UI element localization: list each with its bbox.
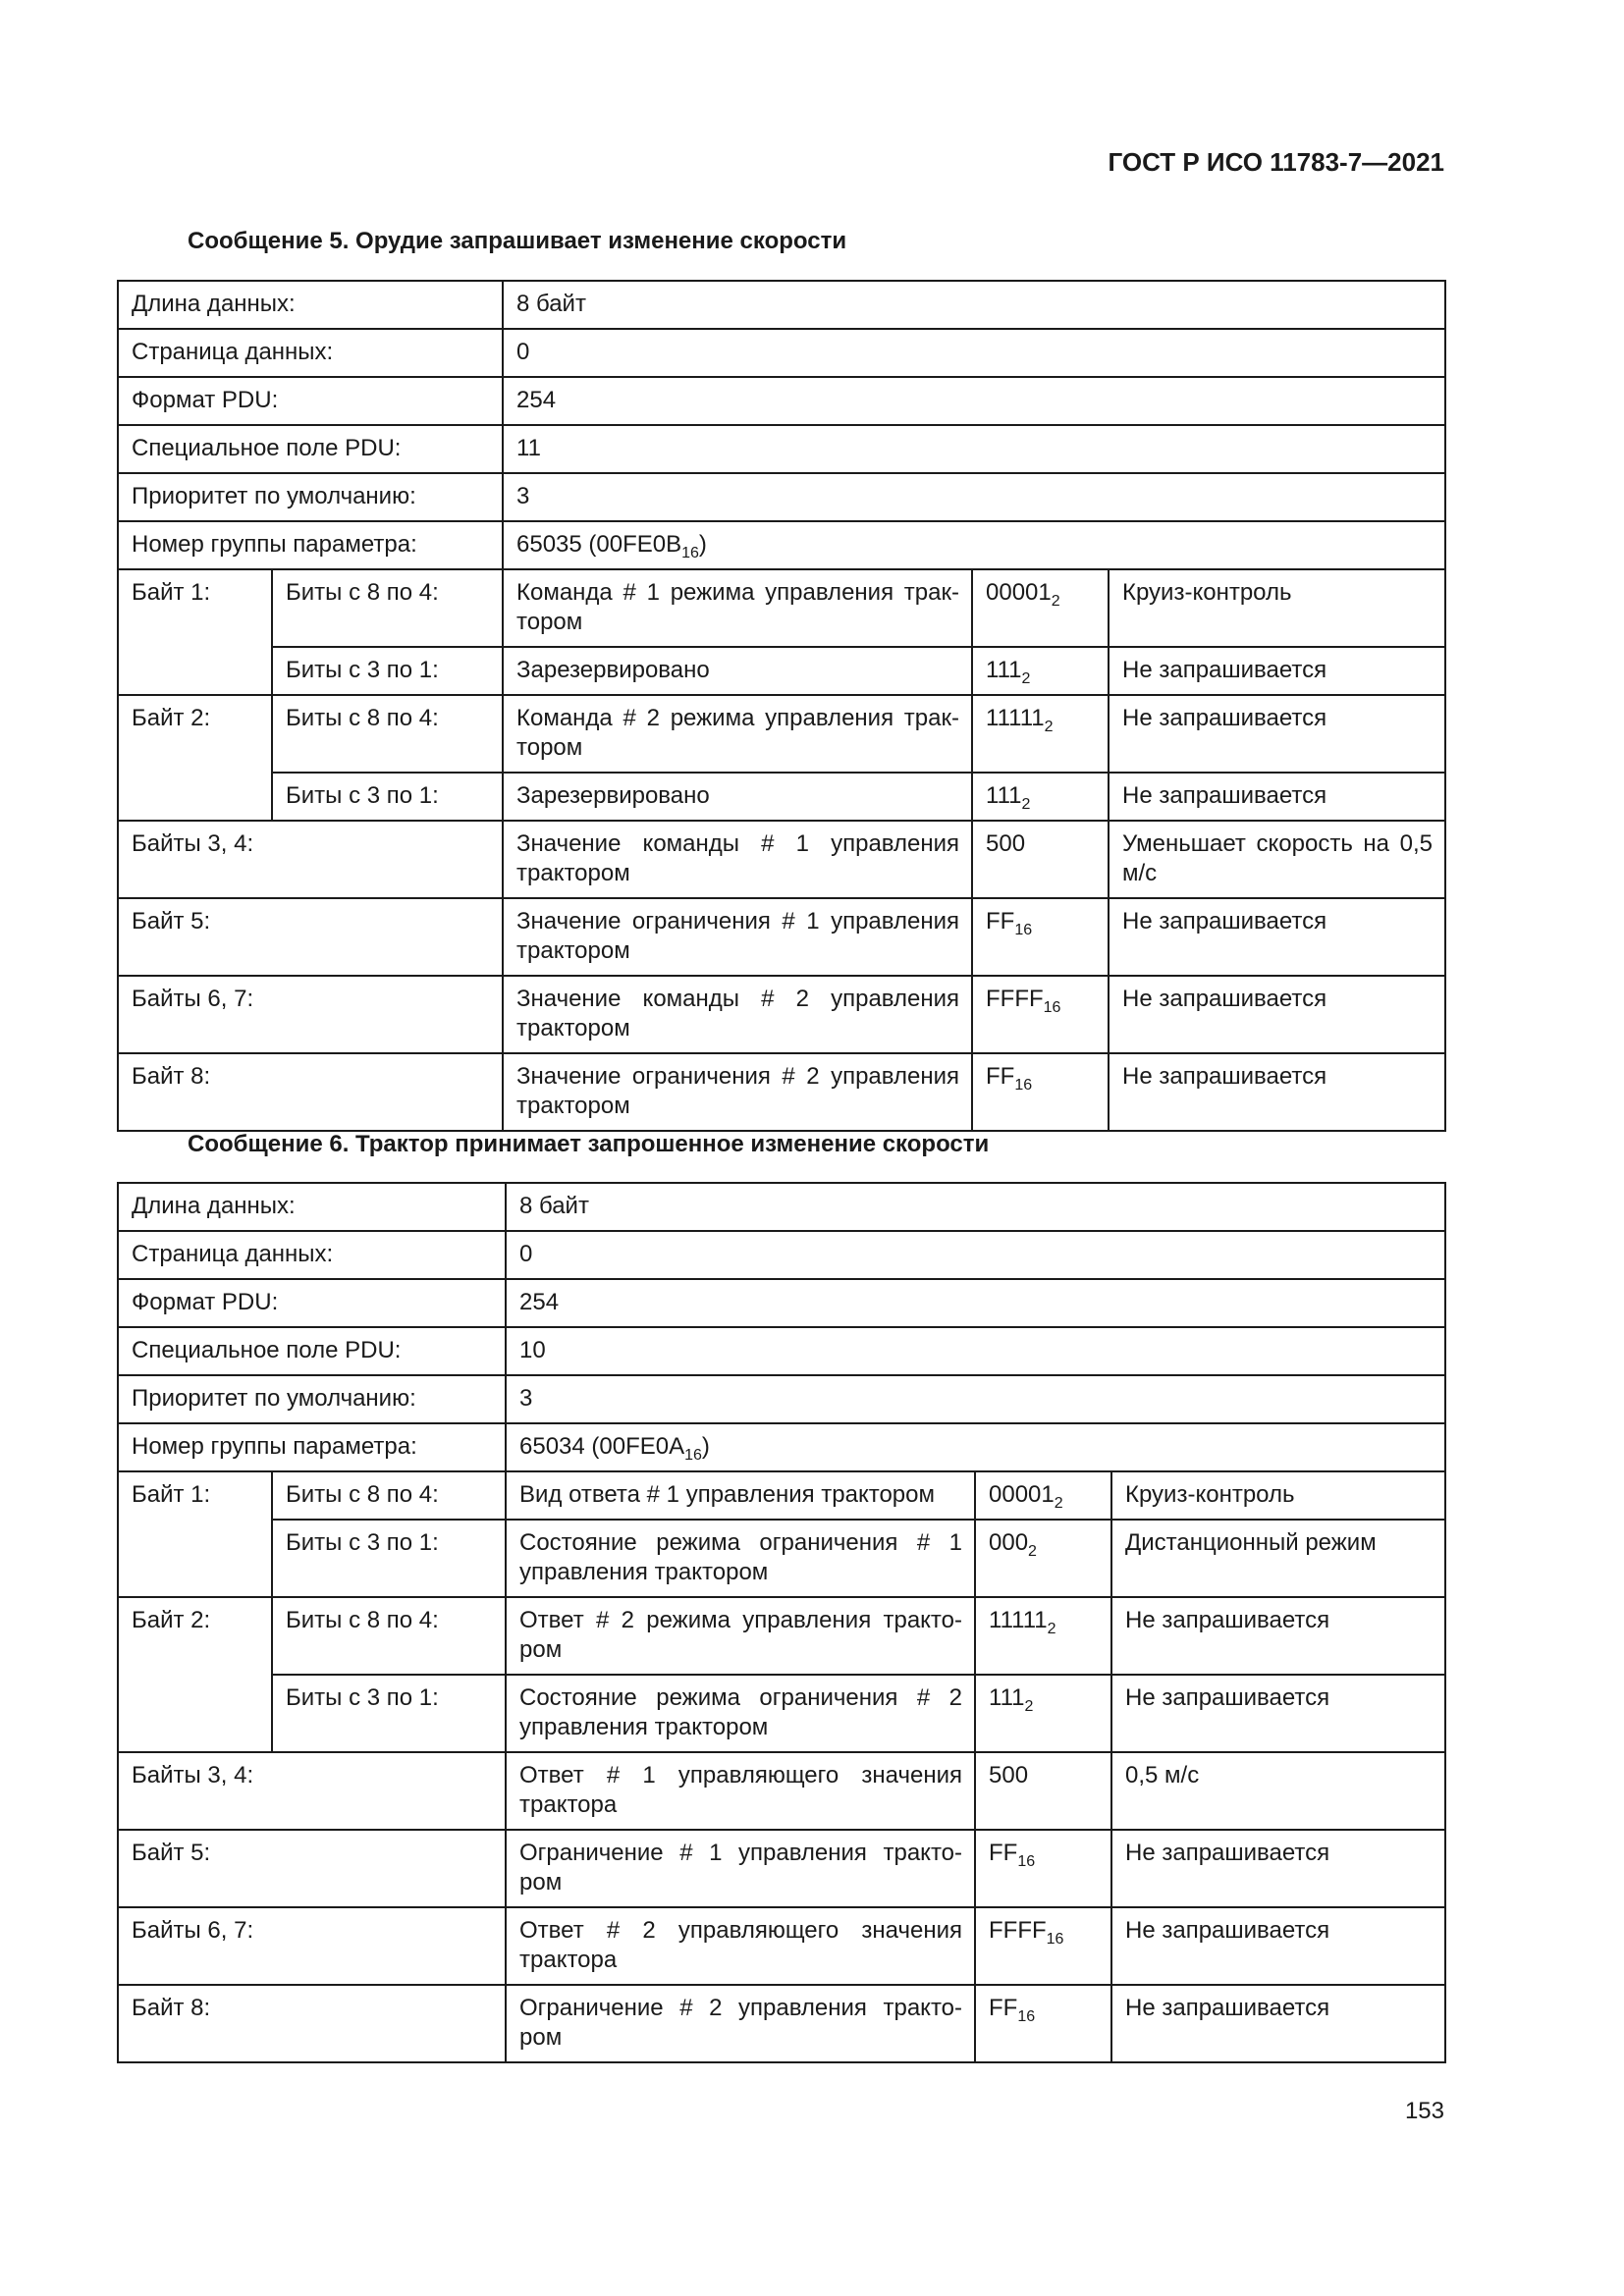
byte-label-cell: Байт 1: xyxy=(118,1471,272,1597)
label-cell: Страница данных: xyxy=(118,1231,506,1279)
table-row xyxy=(118,425,1445,473)
table-row xyxy=(118,1752,1445,1830)
description-cell: Значение команды # 2 управления трактором xyxy=(503,976,972,1053)
description-cell: Состояние режима ограничения # 1 управления трактором xyxy=(506,1520,975,1597)
label-cell: Длина данных: xyxy=(118,281,503,329)
page-number: 153 xyxy=(1404,2098,1444,2124)
byte-label-cell: Байт 8: xyxy=(118,1053,503,1131)
description-cell: Состояние режима ограничения # 2 управления трактором xyxy=(506,1675,975,1752)
bits-label-cell: Биты с 8 по 4: xyxy=(272,1597,506,1675)
label-cell: Приоритет по умолчанию: xyxy=(118,473,503,521)
value-cell: 8 байт xyxy=(506,1183,1445,1231)
value-cell: $FF_{16}$ xyxy=(975,1985,1111,2062)
description-cell: Ограничение # 2 управления тракто-ром xyxy=(506,1985,975,2062)
value-cell: $111_2$ xyxy=(972,647,1109,695)
table-row xyxy=(118,521,1445,569)
table-row xyxy=(118,1471,1445,1520)
value-cell: $00001_2$ xyxy=(975,1471,1111,1520)
value-cell: 65035 $(00FE0B_{16})$ xyxy=(503,521,1445,569)
meaning-cell: Дистанционный режим xyxy=(1111,1520,1445,1597)
value-cell: 3 xyxy=(506,1375,1445,1423)
table-row xyxy=(118,377,1445,425)
table-row xyxy=(118,1423,1445,1471)
table-row xyxy=(118,1375,1445,1423)
value-cell: 8 байт xyxy=(503,281,1445,329)
bits-label-cell: Биты с 3 по 1: xyxy=(272,773,503,821)
value-cell: $11111_2$ xyxy=(972,695,1109,773)
byte-label-cell: Байт 1: xyxy=(118,569,272,695)
message-5-caption: Сообщение 5. Орудие запрашивает изменение скорости xyxy=(188,228,847,254)
value-cell: 0 xyxy=(506,1231,1445,1279)
table-row xyxy=(118,1327,1445,1375)
meaning-cell: Не запрашивается xyxy=(1111,1675,1445,1752)
table-row xyxy=(118,1985,1445,2062)
value-cell: 254 xyxy=(503,377,1445,425)
description-cell: Ответ # 1 управляющего значения трактора xyxy=(506,1752,975,1830)
meaning-cell: Не запрашивается xyxy=(1109,976,1445,1053)
meaning-cell: Не запрашивается xyxy=(1109,647,1445,695)
table-row xyxy=(118,976,1445,1053)
table-row xyxy=(118,773,1445,821)
table-row xyxy=(118,1597,1445,1675)
table-row xyxy=(118,569,1445,647)
meaning-cell: Не запрашивается xyxy=(1111,1907,1445,1985)
byte-label-cell: Байты 6, 7: xyxy=(118,976,503,1053)
label-cell: Приоритет по умолчанию: xyxy=(118,1375,506,1423)
table-row xyxy=(118,473,1445,521)
value-cell: $00001_2$ xyxy=(972,569,1109,647)
description-cell: Ограничение # 1 управления тракто-ром xyxy=(506,1830,975,1907)
meaning-cell: Не запрашивается xyxy=(1109,773,1445,821)
table-row xyxy=(118,1183,1445,1231)
meaning-cell: Не запрашивается xyxy=(1111,1985,1445,2062)
meaning-cell: Не запрашивается xyxy=(1111,1597,1445,1675)
meaning-cell: 0,5 м/с xyxy=(1111,1752,1445,1830)
value-cell: $FFFF_{16}$ xyxy=(972,976,1109,1053)
meaning-cell: Круиз-контроль xyxy=(1109,569,1445,647)
bits-label-cell: Биты с 3 по 1: xyxy=(272,1520,506,1597)
meaning-cell: Не запрашивается xyxy=(1109,1053,1445,1131)
label-cell: Формат PDU: xyxy=(118,1279,506,1327)
value-cell: 500 xyxy=(972,821,1109,898)
byte-label-cell: Байты 3, 4: xyxy=(118,1752,506,1830)
table-row xyxy=(118,821,1445,898)
value-cell: $FF_{16}$ xyxy=(972,898,1109,976)
value-cell: 11 xyxy=(503,425,1445,473)
byte-label-cell: Байт 8: xyxy=(118,1985,506,2062)
description-cell: Зарезервировано xyxy=(503,773,972,821)
table-row xyxy=(118,695,1445,773)
value-cell: 3 xyxy=(503,473,1445,521)
table-row xyxy=(118,1907,1445,1985)
byte-label-cell: Байты 6, 7: xyxy=(118,1907,506,1985)
meaning-cell: Не запрашивается xyxy=(1111,1830,1445,1907)
message-6-caption: Сообщение 6. Трактор принимает запрошенное изменение скорости xyxy=(188,1131,990,1157)
table-row xyxy=(118,898,1445,976)
meaning-cell: Уменьшает скорость на 0,5 м/с xyxy=(1109,821,1445,898)
value-cell: $111_2$ xyxy=(972,773,1109,821)
description-cell: Значение ограничения # 2 управления трактором xyxy=(503,1053,972,1131)
value-cell: $000_2$ xyxy=(975,1520,1111,1597)
value-cell: 65034 $(00FE0A_{16})$ xyxy=(506,1423,1445,1471)
bits-label-cell: Биты с 8 по 4: xyxy=(272,695,503,773)
meaning-cell: Не запрашивается xyxy=(1109,695,1445,773)
description-cell: Ответ # 2 управляющего значения трактора xyxy=(506,1907,975,1985)
byte-label-cell: Байт 2: xyxy=(118,1597,272,1752)
value-cell: $11111_2$ xyxy=(975,1597,1111,1675)
page-header: ГОСТ Р ИСО 11783-7—2021 xyxy=(1108,147,1444,177)
byte-label-cell: Байт 5: xyxy=(118,898,503,976)
value-cell: $111_2$ xyxy=(975,1675,1111,1752)
description-cell: Значение ограничения # 1 управления трактором xyxy=(503,898,972,976)
description-cell: Значение команды # 1 управления трактором xyxy=(503,821,972,898)
table-row xyxy=(118,1053,1445,1131)
description-cell: Ответ # 2 режима управления тракто-ром xyxy=(506,1597,975,1675)
value-cell: $FF_{16}$ xyxy=(975,1830,1111,1907)
byte-label-cell: Байт 5: xyxy=(118,1830,506,1907)
value-cell: $FFFF_{16}$ xyxy=(975,1907,1111,1985)
table-row xyxy=(118,1231,1445,1279)
value-cell: 500 xyxy=(975,1752,1111,1830)
label-cell: Специальное поле PDU: xyxy=(118,1327,506,1375)
message-6-table xyxy=(117,1182,1446,2063)
label-cell: Номер группы параметра: xyxy=(118,521,503,569)
message-5-table xyxy=(117,280,1446,1132)
value-cell: $FF_{16}$ xyxy=(972,1053,1109,1131)
description-cell: Команда # 2 режима управления трак-тором xyxy=(503,695,972,773)
value-cell: 254 xyxy=(506,1279,1445,1327)
bits-label-cell: Биты с 3 по 1: xyxy=(272,647,503,695)
byte-label-cell: Байт 2: xyxy=(118,695,272,821)
byte-label-cell: Байты 3, 4: xyxy=(118,821,503,898)
bits-label-cell: Биты с 8 по 4: xyxy=(272,1471,506,1520)
table-row xyxy=(118,647,1445,695)
description-cell: Команда # 1 режима управления трак-тором xyxy=(503,569,972,647)
label-cell: Формат PDU: xyxy=(118,377,503,425)
label-cell: Страница данных: xyxy=(118,329,503,377)
table-row xyxy=(118,329,1445,377)
value-cell: 10 xyxy=(506,1327,1445,1375)
meaning-cell: Круиз-контроль xyxy=(1111,1471,1445,1520)
label-cell: Длина данных: xyxy=(118,1183,506,1231)
label-cell: Специальное поле PDU: xyxy=(118,425,503,473)
bits-label-cell: Биты с 8 по 4: xyxy=(272,569,503,647)
table-row xyxy=(118,1520,1445,1597)
value-cell: 0 xyxy=(503,329,1445,377)
table-row xyxy=(118,1830,1445,1907)
meaning-cell: Не запрашивается xyxy=(1109,898,1445,976)
description-cell: Зарезервировано xyxy=(503,647,972,695)
table-row xyxy=(118,281,1445,329)
label-cell: Номер группы параметра: xyxy=(118,1423,506,1471)
description-cell: Вид ответа # 1 управления трактором xyxy=(506,1471,975,1520)
bits-label-cell: Биты с 3 по 1: xyxy=(272,1675,506,1752)
table-row xyxy=(118,1675,1445,1752)
table-row xyxy=(118,1279,1445,1327)
